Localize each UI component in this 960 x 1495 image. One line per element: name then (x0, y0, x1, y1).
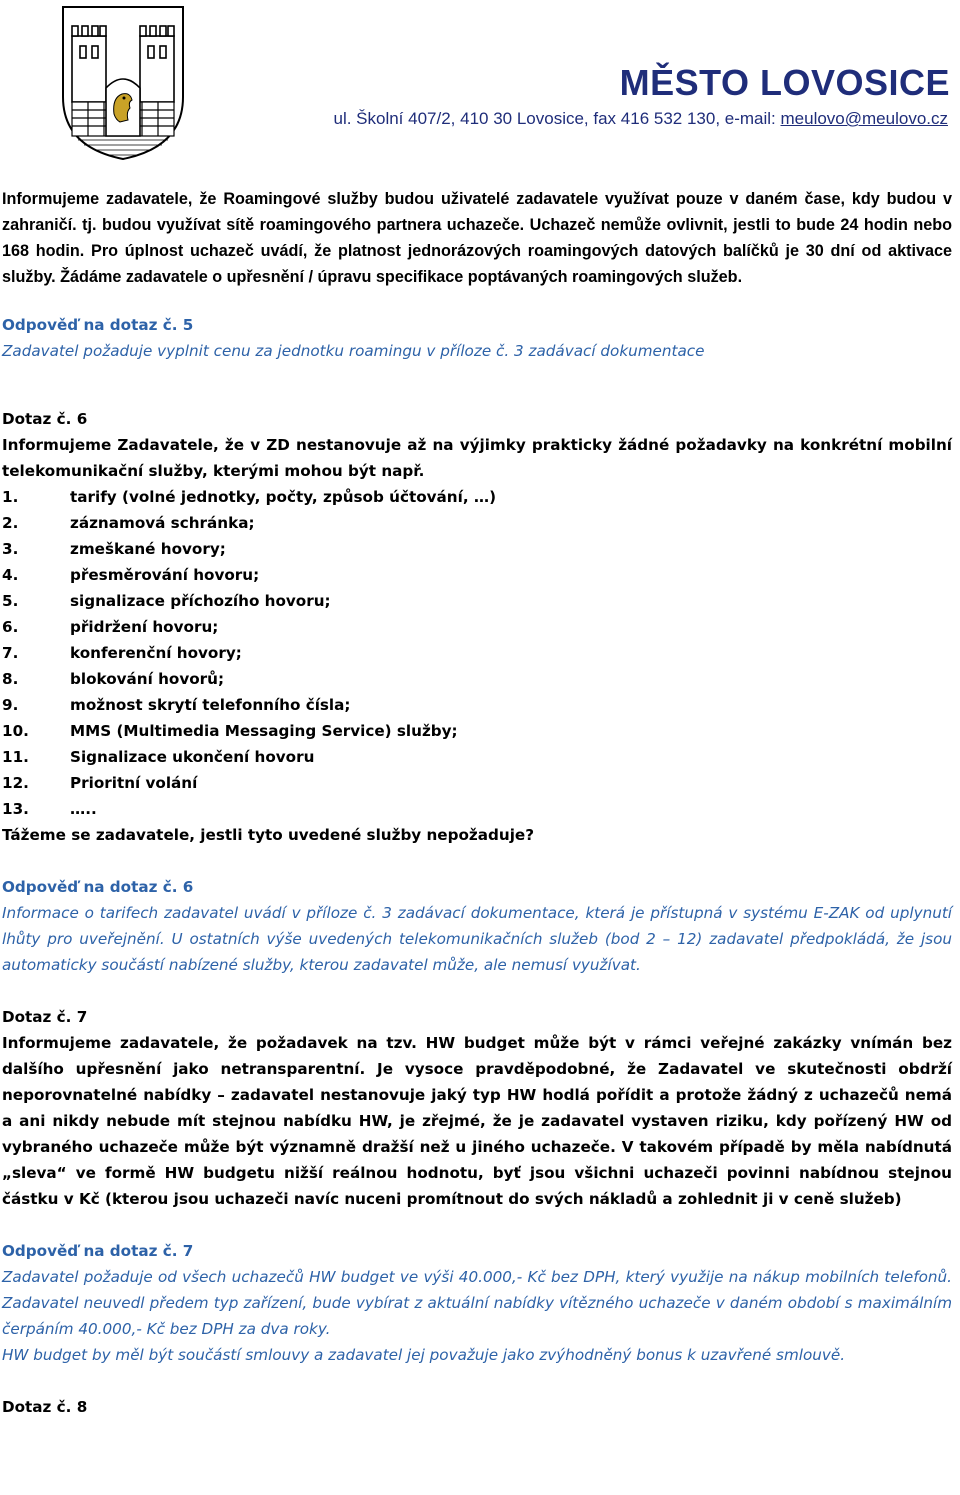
item-number: 10. (2, 722, 29, 740)
answer-7-text-2: HW budget by měl být součástí smlouvy a zadavatel jej považuje jako zvýhodněný bonus k uzavřené smlouvě. (2, 1346, 846, 1364)
item-number: 3. (2, 540, 19, 558)
question-6-intro: Informujeme Zadavatele, že v ZD nestanovuje až na výjimky prakticky žádné požadavky na konkrétní mobilní telekomunikační služby, kterými mohou být např. (2, 436, 952, 480)
question-6-heading: Dotaz č. 6 (2, 410, 88, 428)
answer-7-text: Zadavatel požaduje od všech uchazečů HW budget ve výši 40.000,- Kč bez DPH, který využije na nákup mobilních telefonů. Zadavatel neuvedl předem typ zařízení, bude vybírat z aktuální nabídky vítězného uchazeče v daném období s maximálním čerpáním 40.000,- Kč bez DPH za dva roky. (2, 1268, 952, 1338)
list-item (2, 640, 952, 666)
item-number: 5. (2, 592, 19, 610)
list-item (2, 510, 952, 536)
list-item (2, 562, 952, 588)
item-text: přesměrování hovoru; (70, 566, 260, 584)
intro-paragraph: Informujeme zadavatele, že Roamingové služby budou uživatelé zadavatele využívat pouze v daném čase, kdy budou v zahraničí. tj. budou využívat sítě roamingového partnera uchazeče. Uchazeč nemůže ovlivnit, jestli to bude 24 hodin nebo 168 hodin. Pro úplnost uchazeč uvádí, že platnost jednorázových roamingových datových balíčků je 30 dní od aktivace služby. Žádáme zadavatele o upřesnění / úpravu specifikace poptávaných roamingových služeb. (2, 190, 952, 286)
item-text: signalizace příchozího hovoru; (70, 592, 331, 610)
item-number: 12. (2, 774, 29, 792)
list-item (2, 718, 952, 744)
list-item (2, 588, 952, 614)
item-text: zmeškané hovory; (70, 540, 226, 558)
item-text: konferenční hovory; (70, 644, 242, 662)
list-item (2, 536, 952, 562)
item-text: možnost skrytí telefonního čísla; (70, 696, 351, 714)
list-item (2, 692, 952, 718)
coat-of-arms-logo (58, 2, 188, 162)
item-text: přidržení hovoru; (70, 618, 219, 636)
question-7-text: Informujeme zadavatele, že požadavek na tzv. HW budget může být v rámci veřejné zakázky vnímán bez dalšího upřesnění jako netransparentní. Je vysoce pravděpodobné, že Zadavatel ve skutečnosti obdrží neporovnatelné nabídky – zadavatel nestanovuje jaký typ HW hodlá pořídit a protože žádný z uchazečů nemá a ani nikdy nebude mít stejnou nabídku HW, je zřejmé, že je zadavatel vystaven riziku, kdy pořízený HW od vybraného uchazeče může být významně dražší než u jiného uchazeče. V takovém případě by měla nabídnutá „sleva“ ve formě HW budgetu nižší reálnou hodnotu, byť jsou všichni uchazeči povinni nabídnou stejnou částku v Kč (kterou jsou uchazeči navíc nuceni promítnout do svých nákladů a zohlednit ji v ceně služeb) (2, 1034, 952, 1208)
document-body (2, 186, 952, 1420)
item-number: 1. (2, 488, 19, 506)
list-item (2, 666, 952, 692)
list-item (2, 484, 952, 510)
item-text: MMS (Multimedia Messaging Service) služby; (70, 722, 458, 740)
item-text: tarify (volné jednotky, počty, způsob účtování, …) (70, 488, 497, 506)
question-6-closing: Tážeme se zadavatele, jestli tyto uvedené služby nepožaduje? (2, 826, 535, 844)
city-title: MĚSTO LOVOSICE (619, 62, 950, 103)
item-text: blokování hovorů; (70, 670, 225, 688)
item-text: záznamová schránka; (70, 514, 255, 532)
city-address (333, 109, 948, 129)
services-list (2, 484, 952, 822)
answer-5-heading: Odpověď na dotaz č. 5 (2, 316, 194, 334)
item-number: 6. (2, 618, 19, 636)
answer-7-heading: Odpověď na dotaz č. 7 (2, 1242, 194, 1260)
item-text: ….. (70, 800, 97, 818)
list-item (2, 614, 952, 640)
list-item (2, 796, 952, 822)
email-link[interactable]: meulovo@meulovo.cz (780, 109, 948, 128)
item-number: 8. (2, 670, 19, 688)
question-8-heading: Dotaz č. 8 (2, 1398, 88, 1416)
answer-6-text: Informace o tarifech zadavatel uvádí v příloze č. 3 zadávací dokumentace, která je přístupná v systému E-ZAK od uplynutí lhůty pro uveřejnění. U ostatních výše uvedených telekomunikačních služeb (bod 2 – 12) zadavatel předpokládá, že jsou automaticky součástí nabízené služby, kterou zadavatel může, ale nemusí využívat. (2, 904, 952, 974)
item-text: Signalizace ukončení hovoru (70, 748, 315, 766)
list-item (2, 770, 952, 796)
answer-6-heading: Odpověď na dotaz č. 6 (2, 878, 194, 896)
item-number: 7. (2, 644, 19, 662)
item-number: 9. (2, 696, 19, 714)
item-number: 4. (2, 566, 19, 584)
item-number: 13. (2, 800, 29, 818)
address-text: ul. Školní 407/2, 410 30 Lovosice, fax 416 532 130, e-mail: (333, 109, 781, 128)
list-item (2, 744, 952, 770)
answer-5-text: Zadavatel požaduje vyplnit cenu za jednotku roamingu v příloze č. 3 zadávací dokumentace (2, 342, 705, 360)
item-number: 11. (2, 748, 29, 766)
question-7-heading: Dotaz č. 7 (2, 1008, 88, 1026)
item-number: 2. (2, 514, 19, 532)
item-text: Prioritní volání (70, 774, 198, 792)
